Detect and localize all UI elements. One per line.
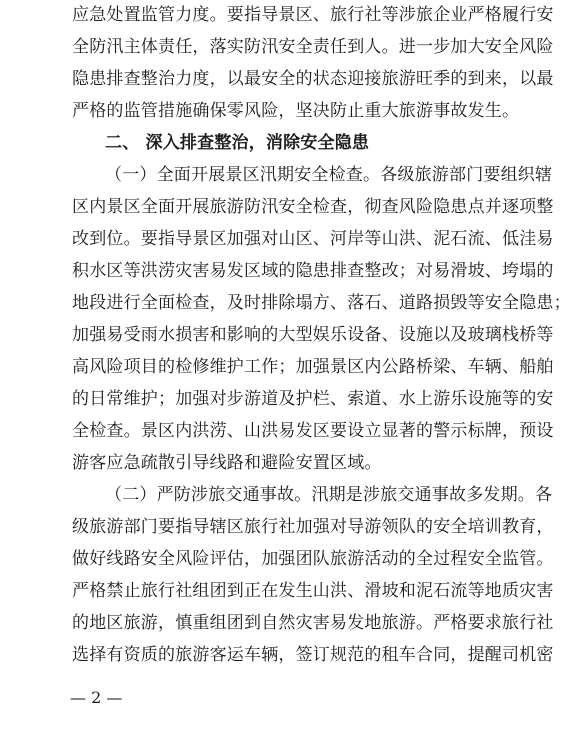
body-line: 的日常维护；加强对步游道及护栏、索道、水上游乐设施等的安 — [72, 389, 554, 409]
body-line: 地段进行全面检查，及时排除塌方、落石、道路损毁等安全隐患； — [72, 293, 571, 313]
subsection-lead-line: （一）全面开展景区汛期安全检查。各级旅游部门要组织辖 — [105, 165, 553, 185]
body-line: 选择有资质的旅游客运车辆，签订规范的租车合同，提醒司机密 — [72, 645, 554, 665]
body-line: 加强易受雨水损害和影响的大型娱乐设备、设施以及玻璃栈桥等 — [72, 325, 554, 345]
body-line: 严格禁止旅行社组团到正在发生山洪、滑坡和泥石流等地质灾害 — [72, 581, 554, 601]
section-heading: 二、 深入排查整治，消除安全隐患 — [105, 133, 370, 153]
body-line: 积水区等洪涝灾害易发区域的隐患排查整改；对易滑坡、垮塌的 — [72, 261, 554, 281]
body-line: 做好线路安全风险评估，加强团队旅游活动的全过程安全监管。 — [72, 549, 554, 569]
page-number: — 2 — — [70, 688, 123, 707]
body-line: 改到位。要指导景区加强对山区、河岸等山洪、泥石流、低洼易 — [72, 229, 554, 249]
body-line: 应急处置监管力度。要指导景区、旅行社等涉旅企业严格履行安 — [72, 5, 554, 25]
subsection-lead-line: （二）严防涉旅交通事故。汛期是涉旅交通事故多发期。各 — [105, 485, 553, 505]
body-line: 全检查。景区内洪涝、山洪易发区要设立显著的警示标牌，预设 — [72, 421, 554, 441]
body-line: 隐患排查整治力度，以最安全的状态迎接旅游旺季的到来，以最 — [72, 69, 554, 89]
body-line: 级旅游部门要指导辖区旅行社加强对导游领队的安全培训教育， — [72, 517, 554, 537]
body-line: 严格的监管措施确保零风险，坚决防止重大旅游事故发生。 — [72, 101, 520, 121]
body-line: 高风险项目的检修维护工作；加强景区内公路桥梁、车辆、船舶 — [72, 357, 554, 377]
body-line: 全防汛主体责任，落实防汛安全责任到人。进一步加大安全风险 — [72, 37, 554, 57]
body-line: 区内景区全面开展旅游防汛安全检查，彻查风险隐患点并逐项整 — [72, 197, 554, 217]
body-line: 的地区旅游，慎重组团到自然灾害易发地旅游。严格要求旅行社 — [72, 613, 554, 633]
body-line: 游客应急疏散引导线路和避险安置区域。 — [72, 453, 382, 473]
